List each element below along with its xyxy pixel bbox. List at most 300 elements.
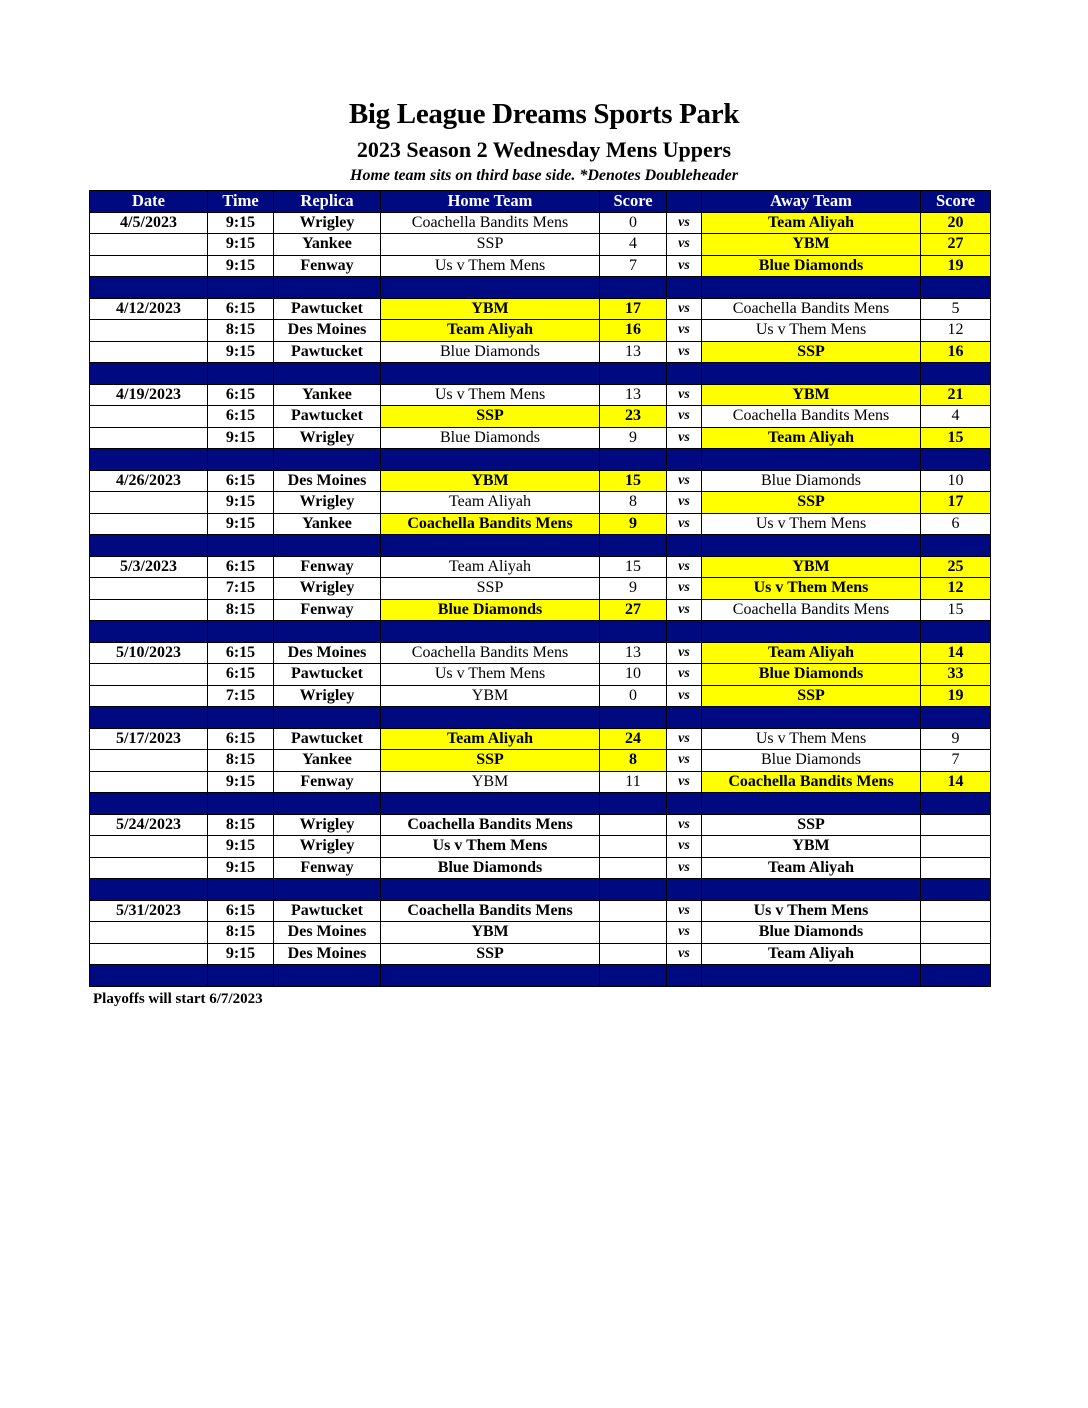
home-team: Team Aliyah [381, 320, 600, 342]
game-date: 4/26/2023 [90, 470, 208, 492]
home-team: Us v Them Mens [381, 255, 600, 277]
away-team: Team Aliyah [702, 642, 921, 664]
game-time: 6:15 [208, 406, 274, 428]
game-row [90, 900, 991, 922]
home-score: 8 [600, 492, 667, 514]
away-score: 9 [921, 728, 991, 750]
separator-cell [921, 621, 991, 643]
vs-label: vs [667, 685, 702, 707]
home-score: 8 [600, 750, 667, 772]
separator-cell [667, 363, 702, 385]
away-team: Blue Diamonds [702, 255, 921, 277]
separator-cell [208, 535, 274, 557]
separator-cell [90, 535, 208, 557]
home-team: SSP [381, 406, 600, 428]
game-replica: Yankee [274, 384, 381, 406]
vs-label: vs [667, 341, 702, 363]
game-replica: Yankee [274, 513, 381, 535]
game-replica: Des Moines [274, 922, 381, 944]
game-row [90, 642, 991, 664]
away-score: 10 [921, 470, 991, 492]
game-row [90, 234, 991, 256]
away-score: 19 [921, 685, 991, 707]
separator-cell [600, 965, 667, 987]
separator-cell [667, 879, 702, 901]
away-team: Blue Diamonds [702, 922, 921, 944]
home-team: Blue Diamonds [381, 857, 600, 879]
game-time: 8:15 [208, 599, 274, 621]
game-row [90, 406, 991, 428]
game-replica: Pawtucket [274, 900, 381, 922]
game-replica: Fenway [274, 599, 381, 621]
home-score: 13 [600, 384, 667, 406]
week-separator [90, 879, 991, 901]
col-away-score: Score [921, 191, 991, 213]
home-team: Coachella Bandits Mens [381, 212, 600, 234]
away-team: Us v Them Mens [702, 728, 921, 750]
home-score: 9 [600, 427, 667, 449]
week-separator [90, 621, 991, 643]
game-time: 9:15 [208, 857, 274, 879]
game-replica: Pawtucket [274, 406, 381, 428]
vs-label: vs [667, 492, 702, 514]
separator-cell [667, 449, 702, 471]
separator-cell [600, 621, 667, 643]
game-replica: Pawtucket [274, 664, 381, 686]
home-team: SSP [381, 234, 600, 256]
vs-label: vs [667, 750, 702, 772]
home-team: SSP [381, 578, 600, 600]
game-replica: Wrigley [274, 814, 381, 836]
game-date [90, 664, 208, 686]
away-score: 15 [921, 427, 991, 449]
home-score: 11 [600, 771, 667, 793]
col-replica: Replica [274, 191, 381, 213]
separator-cell [381, 535, 600, 557]
separator-cell [921, 363, 991, 385]
game-row [90, 814, 991, 836]
home-team: SSP [381, 943, 600, 965]
game-row [90, 857, 991, 879]
separator-cell [90, 879, 208, 901]
game-time: 6:15 [208, 642, 274, 664]
game-time: 9:15 [208, 234, 274, 256]
separator-cell [921, 535, 991, 557]
game-row [90, 384, 991, 406]
game-time: 6:15 [208, 384, 274, 406]
game-row [90, 599, 991, 621]
away-score: 27 [921, 234, 991, 256]
separator-cell [921, 793, 991, 815]
separator-cell [208, 449, 274, 471]
game-replica: Wrigley [274, 836, 381, 858]
home-team: YBM [381, 298, 600, 320]
separator-cell [667, 277, 702, 299]
game-replica: Des Moines [274, 470, 381, 492]
home-score: 27 [600, 599, 667, 621]
vs-label: vs [667, 298, 702, 320]
game-time: 6:15 [208, 664, 274, 686]
home-score: 7 [600, 255, 667, 277]
away-score: 33 [921, 664, 991, 686]
away-team: Us v Them Mens [702, 513, 921, 535]
game-row [90, 513, 991, 535]
away-score: 19 [921, 255, 991, 277]
game-time: 6:15 [208, 900, 274, 922]
away-score: 20 [921, 212, 991, 234]
game-date: 5/31/2023 [90, 900, 208, 922]
home-team: YBM [381, 685, 600, 707]
separator-cell [702, 449, 921, 471]
game-replica: Wrigley [274, 492, 381, 514]
away-score: 4 [921, 406, 991, 428]
away-score [921, 836, 991, 858]
game-time: 8:15 [208, 320, 274, 342]
vs-label: vs [667, 814, 702, 836]
home-team: Team Aliyah [381, 556, 600, 578]
away-team: Coachella Bandits Mens [702, 771, 921, 793]
home-team: Coachella Bandits Mens [381, 814, 600, 836]
separator-cell [274, 535, 381, 557]
col-vs [667, 191, 702, 213]
separator-cell [274, 363, 381, 385]
vs-label: vs [667, 771, 702, 793]
game-row [90, 320, 991, 342]
vs-label: vs [667, 320, 702, 342]
separator-cell [600, 707, 667, 729]
separator-cell [208, 879, 274, 901]
game-date [90, 406, 208, 428]
separator-cell [381, 707, 600, 729]
game-time: 9:15 [208, 341, 274, 363]
week-separator [90, 363, 991, 385]
away-score: 25 [921, 556, 991, 578]
away-score: 12 [921, 320, 991, 342]
home-team: Team Aliyah [381, 492, 600, 514]
game-date [90, 255, 208, 277]
home-score: 16 [600, 320, 667, 342]
week-separator [90, 707, 991, 729]
away-team: Coachella Bandits Mens [702, 298, 921, 320]
home-score: 23 [600, 406, 667, 428]
away-score: 6 [921, 513, 991, 535]
game-time: 6:15 [208, 728, 274, 750]
separator-cell [274, 879, 381, 901]
away-team: SSP [702, 341, 921, 363]
separator-cell [381, 621, 600, 643]
home-team: Team Aliyah [381, 728, 600, 750]
game-date: 5/24/2023 [90, 814, 208, 836]
separator-cell [90, 965, 208, 987]
away-score: 21 [921, 384, 991, 406]
game-replica: Des Moines [274, 320, 381, 342]
vs-label: vs [667, 900, 702, 922]
separator-cell [381, 879, 600, 901]
separator-cell [208, 363, 274, 385]
game-time: 8:15 [208, 814, 274, 836]
separator-cell [208, 277, 274, 299]
game-row [90, 255, 991, 277]
away-team: Team Aliyah [702, 212, 921, 234]
home-score [600, 922, 667, 944]
separator-cell [600, 535, 667, 557]
away-team: YBM [702, 556, 921, 578]
col-away-team: Away Team [702, 191, 921, 213]
game-row [90, 427, 991, 449]
home-team: Us v Them Mens [381, 384, 600, 406]
game-date [90, 750, 208, 772]
separator-cell [921, 965, 991, 987]
vs-label: vs [667, 255, 702, 277]
game-replica: Wrigley [274, 578, 381, 600]
away-score: 15 [921, 599, 991, 621]
game-replica: Fenway [274, 771, 381, 793]
home-score: 13 [600, 642, 667, 664]
game-date [90, 857, 208, 879]
home-team: Coachella Bandits Mens [381, 900, 600, 922]
vs-label: vs [667, 513, 702, 535]
game-date: 5/3/2023 [90, 556, 208, 578]
vs-label: vs [667, 427, 702, 449]
separator-cell [90, 621, 208, 643]
game-replica: Pawtucket [274, 298, 381, 320]
separator-cell [208, 793, 274, 815]
game-date [90, 836, 208, 858]
separator-cell [921, 707, 991, 729]
vs-label: vs [667, 234, 702, 256]
home-team: Coachella Bandits Mens [381, 642, 600, 664]
game-date [90, 234, 208, 256]
game-replica: Des Moines [274, 642, 381, 664]
separator-cell [600, 879, 667, 901]
home-score: 13 [600, 341, 667, 363]
week-separator [90, 965, 991, 987]
separator-cell [90, 363, 208, 385]
game-date: 4/12/2023 [90, 298, 208, 320]
away-team: Team Aliyah [702, 427, 921, 449]
separator-cell [667, 965, 702, 987]
game-time: 9:15 [208, 212, 274, 234]
home-team: Us v Them Mens [381, 836, 600, 858]
game-row [90, 470, 991, 492]
away-score: 14 [921, 771, 991, 793]
separator-cell [600, 363, 667, 385]
game-date [90, 578, 208, 600]
home-score [600, 900, 667, 922]
game-date [90, 427, 208, 449]
separator-cell [667, 535, 702, 557]
game-date: 5/17/2023 [90, 728, 208, 750]
separator-cell [600, 449, 667, 471]
separator-cell [274, 793, 381, 815]
vs-label: vs [667, 664, 702, 686]
away-team: Us v Them Mens [702, 900, 921, 922]
col-time: Time [208, 191, 274, 213]
game-time: 7:15 [208, 578, 274, 600]
home-score: 9 [600, 578, 667, 600]
game-row [90, 836, 991, 858]
game-time: 7:15 [208, 685, 274, 707]
separator-cell [702, 965, 921, 987]
home-team: Blue Diamonds [381, 599, 600, 621]
away-team: YBM [702, 384, 921, 406]
separator-cell [90, 793, 208, 815]
game-date: 5/10/2023 [90, 642, 208, 664]
home-score [600, 814, 667, 836]
home-score: 15 [600, 556, 667, 578]
away-team: Blue Diamonds [702, 470, 921, 492]
game-replica: Pawtucket [274, 341, 381, 363]
separator-cell [921, 277, 991, 299]
separator-cell [274, 277, 381, 299]
home-score: 0 [600, 212, 667, 234]
away-score [921, 943, 991, 965]
game-row [90, 750, 991, 772]
game-row [90, 492, 991, 514]
game-replica: Wrigley [274, 212, 381, 234]
home-team: SSP [381, 750, 600, 772]
away-score [921, 857, 991, 879]
away-score: 16 [921, 341, 991, 363]
game-time: 6:15 [208, 470, 274, 492]
game-date [90, 922, 208, 944]
separator-cell [702, 707, 921, 729]
col-home-team: Home Team [381, 191, 600, 213]
vs-label: vs [667, 857, 702, 879]
separator-cell [90, 707, 208, 729]
away-team: SSP [702, 492, 921, 514]
game-time: 6:15 [208, 298, 274, 320]
separator-cell [702, 535, 921, 557]
game-date [90, 599, 208, 621]
vs-label: vs [667, 556, 702, 578]
game-replica: Yankee [274, 750, 381, 772]
game-row [90, 298, 991, 320]
game-replica: Wrigley [274, 685, 381, 707]
home-score: 4 [600, 234, 667, 256]
away-score: 12 [921, 578, 991, 600]
game-row [90, 556, 991, 578]
game-row [90, 212, 991, 234]
away-team: Us v Them Mens [702, 320, 921, 342]
home-team: YBM [381, 922, 600, 944]
away-score: 5 [921, 298, 991, 320]
home-team: Us v Them Mens [381, 664, 600, 686]
game-row [90, 943, 991, 965]
away-team: SSP [702, 814, 921, 836]
game-date [90, 320, 208, 342]
vs-label: vs [667, 836, 702, 858]
home-team: Blue Diamonds [381, 341, 600, 363]
separator-cell [274, 965, 381, 987]
game-time: 9:15 [208, 255, 274, 277]
home-team: YBM [381, 771, 600, 793]
game-time: 9:15 [208, 836, 274, 858]
separator-cell [381, 363, 600, 385]
away-score: 14 [921, 642, 991, 664]
away-team: Coachella Bandits Mens [702, 599, 921, 621]
away-team: Us v Them Mens [702, 578, 921, 600]
separator-cell [381, 449, 600, 471]
game-replica: Pawtucket [274, 728, 381, 750]
away-team: YBM [702, 836, 921, 858]
home-score: 24 [600, 728, 667, 750]
home-score: 10 [600, 664, 667, 686]
separator-cell [381, 277, 600, 299]
week-separator [90, 277, 991, 299]
home-score: 17 [600, 298, 667, 320]
game-row [90, 578, 991, 600]
separator-cell [208, 621, 274, 643]
week-separator [90, 449, 991, 471]
separator-cell [702, 879, 921, 901]
separator-cell [90, 277, 208, 299]
home-score: 15 [600, 470, 667, 492]
game-time: 9:15 [208, 492, 274, 514]
separator-cell [381, 793, 600, 815]
away-team: Blue Diamonds [702, 750, 921, 772]
game-date: 4/19/2023 [90, 384, 208, 406]
game-row [90, 771, 991, 793]
vs-label: vs [667, 599, 702, 621]
away-score: 17 [921, 492, 991, 514]
separator-cell [702, 793, 921, 815]
vs-label: vs [667, 470, 702, 492]
playoffs-note: Playoffs will start 6/7/2023 [93, 991, 263, 1007]
separator-cell [274, 449, 381, 471]
game-replica: Fenway [274, 255, 381, 277]
separator-cell [667, 621, 702, 643]
home-score [600, 836, 667, 858]
schedule-note: Home team sits on third base side. *Denotes Doubleheader [350, 167, 738, 184]
game-time: 9:15 [208, 427, 274, 449]
separator-cell [667, 793, 702, 815]
away-score [921, 922, 991, 944]
away-score: 7 [921, 750, 991, 772]
separator-cell [921, 879, 991, 901]
separator-cell [600, 793, 667, 815]
vs-label: vs [667, 384, 702, 406]
away-team: YBM [702, 234, 921, 256]
game-date [90, 513, 208, 535]
separator-cell [381, 965, 600, 987]
game-date [90, 771, 208, 793]
game-date [90, 492, 208, 514]
away-team: Coachella Bandits Mens [702, 406, 921, 428]
game-row [90, 728, 991, 750]
away-team: SSP [702, 685, 921, 707]
vs-label: vs [667, 728, 702, 750]
home-team: Coachella Bandits Mens [381, 513, 600, 535]
separator-cell [702, 363, 921, 385]
schedule-body [90, 212, 991, 986]
separator-cell [274, 621, 381, 643]
game-date: 4/5/2023 [90, 212, 208, 234]
home-score [600, 943, 667, 965]
away-team: Team Aliyah [702, 943, 921, 965]
vs-label: vs [667, 212, 702, 234]
col-date: Date [90, 191, 208, 213]
col-home-score: Score [600, 191, 667, 213]
separator-cell [921, 449, 991, 471]
game-date [90, 341, 208, 363]
separator-cell [667, 707, 702, 729]
home-team: YBM [381, 470, 600, 492]
separator-cell [702, 277, 921, 299]
separator-cell [702, 621, 921, 643]
home-team: Blue Diamonds [381, 427, 600, 449]
game-time: 9:15 [208, 771, 274, 793]
